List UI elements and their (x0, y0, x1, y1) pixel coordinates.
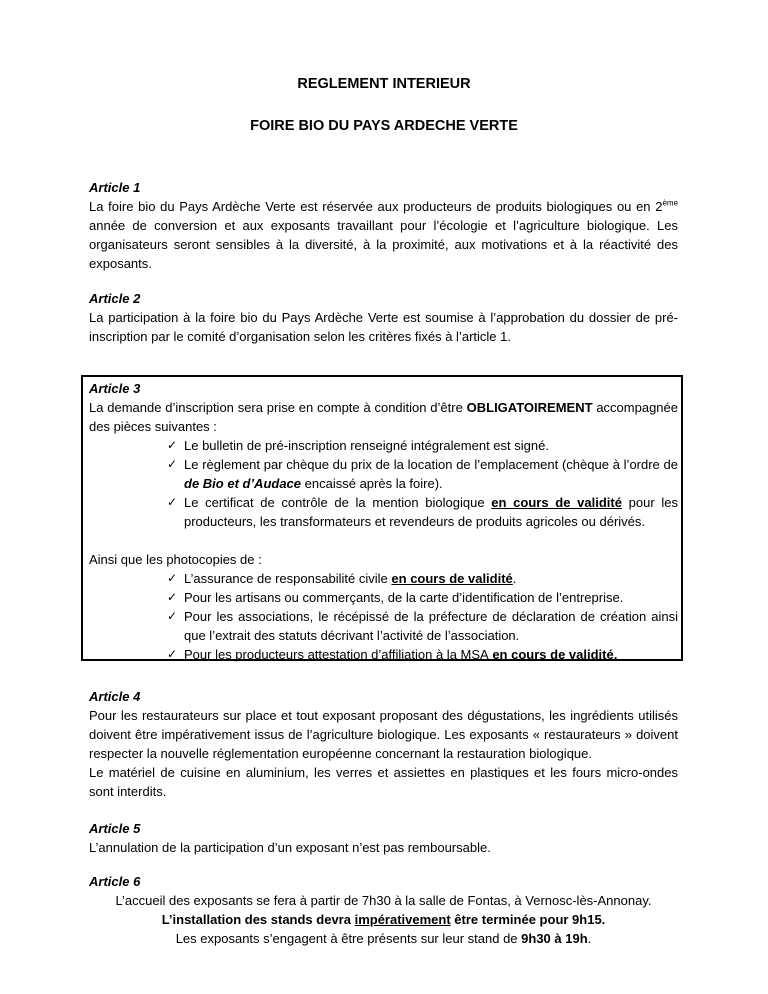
article-6-line-1: L’accueil des exposants se fera à partir de 7h30 à la salle de Fontas, à Vernosc-lès-Annonay. (115, 893, 652, 908)
article-1-heading: Article 1 (89, 180, 141, 195)
list-item-text-end: pour les producteurs, les transformateurs et revendeurs de produits agricoles ou dérivés. (184, 495, 678, 529)
article-3-heading: Article 3 (89, 381, 141, 396)
checkmark-icon: ✓ (167, 495, 178, 509)
article-4-text-2: Le matériel de cuisine en aluminium, les verres et assiettes en plastiques et les fours micro-ondes sont interdits. (89, 765, 678, 799)
checkmark-icon: ✓ (167, 571, 178, 585)
article-4-text: Pour les restaurateurs sur place et tout exposant proposant des dégustations, les ingrédients utilisés doivent être impérativement issus de l’agriculture biologique. Les exposants « restaurateurs » doivent respecter la nouvelle réglementation européenne concernant la restauration biologique. (89, 708, 678, 761)
article-4 (89, 687, 678, 801)
line-text: L’installation des stands devra (161, 912, 355, 927)
line-emphasis: 9h30 à 19h (521, 931, 588, 946)
article-3-intro (89, 398, 678, 436)
checkmark-icon: ✓ (167, 590, 178, 604)
list-item-text: Le certificat de contrôle de la mention biologique (184, 495, 492, 510)
list-item (89, 455, 678, 493)
list-item-text-end: encaissé après la foire). (301, 476, 443, 491)
article-1-text (89, 197, 678, 273)
list-item (89, 645, 678, 664)
list-item-text: L’assurance de responsabilité civile (184, 571, 392, 586)
line-text: Les exposants s’engagent à être présents sur leur stand de (175, 931, 522, 946)
intro-text-end: accompagnée des pièces suivantes : (89, 400, 678, 434)
article-6-heading: Article 6 (89, 874, 141, 889)
list-item-text: Le règlement par chèque du prix de la location de l’emplacement (chèque à l’ordre de (184, 457, 678, 472)
document-subtitle: FOIRE BIO DU PAYS ARDECHE VERTE (250, 118, 518, 134)
list-item-text: Pour les artisans ou commerçants, de la carte d’identification de l’entreprise. (184, 590, 624, 605)
article-5-heading: Article 5 (89, 821, 141, 836)
superscript: ème (662, 198, 678, 208)
article-1-text-part1: La foire bio du Pays Ardèche Verte est réservée aux producteurs de produits biologiques ou en 2 (89, 199, 663, 214)
list-item-emphasis: en cours de validité (391, 571, 513, 586)
article-5-text: L’annulation de la participation d’un exposant n’est pas remboursable. (89, 840, 491, 855)
list-item-text: Pour les producteurs attestation d’affiliation à la MSA (184, 647, 489, 662)
article-3 (89, 379, 678, 664)
article-5 (89, 819, 678, 857)
line-emphasis: impérativement (354, 912, 451, 927)
article-6-line-2 (89, 910, 678, 929)
line-text-end: être terminée pour 9h15. (450, 912, 606, 927)
list-item-emphasis: en cours de validité. (488, 647, 618, 662)
list-item-emphasis: de Bio et d’Audace (184, 476, 302, 491)
article-2-text: La participation à la foire bio du Pays Ardèche Verte est soumise à l’approbation du dossier de pré-inscription par le comité d’organisation selon les critères fixés à l’article 1. (89, 310, 678, 344)
list-item (89, 607, 678, 645)
list-item (89, 569, 678, 588)
article-1-text-part2: année de conversion et aux exposants travaillant pour l’écologie et l’agriculture biologique. Les organisateurs seront sensibles à la diversité, à la proximité, aux motivations et à la réactivité des exposants. (89, 218, 678, 271)
photocopies-list (89, 569, 678, 664)
article-4-heading: Article 4 (89, 689, 141, 704)
list-item (89, 493, 678, 531)
required-documents-list (89, 436, 678, 531)
photocopies-intro: Ainsi que les photocopies de : (89, 552, 262, 567)
article-2 (89, 289, 678, 346)
article-6 (89, 872, 678, 948)
list-item-text-end: . (512, 571, 517, 586)
checkmark-icon: ✓ (167, 438, 178, 452)
article-1 (89, 178, 678, 273)
line-text-end: . (587, 931, 592, 946)
intro-text: La demande d’inscription sera prise en compte à condition d’être (89, 400, 467, 415)
list-item (89, 588, 678, 607)
document-title: REGLEMENT INTERIEUR (297, 76, 471, 92)
checkmark-icon: ✓ (167, 457, 178, 471)
list-item-text: Pour les associations, le récépissé de la préfecture de déclaration de création ainsi que l’extrait des statuts décrivant l’activité de l’association. (184, 609, 678, 643)
intro-bold: OBLIGATOIREMENT (466, 400, 593, 415)
list-item-emphasis: en cours de validité (491, 495, 622, 510)
article-6-line-3 (89, 929, 678, 948)
list-item-text: Le bulletin de pré-inscription renseigné intégralement est signé. (184, 438, 549, 453)
checkmark-icon: ✓ (167, 609, 178, 623)
article-2-heading: Article 2 (89, 291, 141, 306)
list-item (89, 436, 678, 455)
checkmark-icon: ✓ (167, 647, 178, 661)
